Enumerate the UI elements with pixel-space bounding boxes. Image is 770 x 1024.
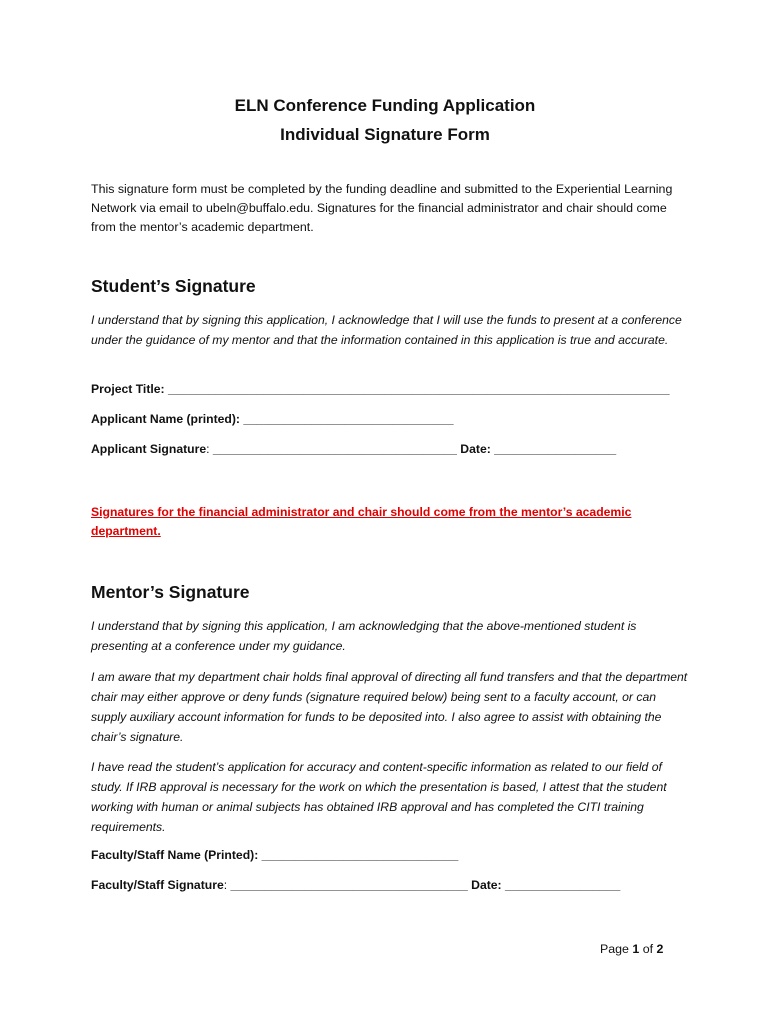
faculty-signature-blank[interactable]: ___________________________________	[230, 878, 468, 892]
mentor-statement-3: I have read the student’s application for accuracy and content-specific information as related to our field of study. If IRB approval is necessary for the work on which the presentation is based, I attest that the student working with human or animal subjects has obtained IRB approval and has completed the CITI training requirements.	[91, 760, 667, 834]
faculty-name-field[interactable]	[91, 848, 458, 862]
applicant-name-blank[interactable]: _______________________________	[243, 412, 454, 426]
applicant-date-blank[interactable]: __________________	[494, 442, 617, 456]
mentor-signature-heading: Mentor’s Signature	[91, 582, 250, 602]
page-total: 2	[656, 942, 664, 956]
mentor-statement-2: I am aware that my department chair holds final approval of directing all fund transfers and that the department chair may either approve or deny funds (signature required below) being sent to a faculty account, or can supply auxiliary account information for funds to be deposited into. I also agree to assist with obtaining the chair’s signature.	[91, 670, 688, 744]
document-subtitle: Individual Signature Form	[280, 125, 490, 144]
applicant-signature-colon: :	[206, 442, 213, 456]
applicant-name-label: Applicant Name (printed):	[91, 412, 244, 426]
document-title: ELN Conference Funding Application	[234, 96, 536, 115]
applicant-date-label: Date:	[456, 442, 495, 456]
applicant-signature-blank[interactable]: ____________________________________	[212, 442, 457, 456]
project-title-field[interactable]	[91, 382, 670, 396]
faculty-signature-label: Faculty/Staff Signature	[91, 878, 224, 892]
faculty-name-label: Faculty/Staff Name (Printed):	[91, 848, 262, 862]
applicant-name-field[interactable]	[91, 412, 453, 426]
faculty-signature-colon: :	[223, 878, 231, 892]
applicant-signature-field[interactable]	[91, 442, 616, 456]
of-word: of	[639, 942, 657, 956]
faculty-date-blank[interactable]: _________________	[505, 878, 621, 892]
faculty-date-label: Date:	[467, 878, 505, 892]
project-title-blank[interactable]: __________________________________________________________________________	[167, 382, 670, 396]
student-signature-heading: Student’s Signature	[91, 276, 256, 296]
applicant-signature-label: Applicant Signature	[91, 442, 207, 456]
intro-paragraph: This signature form must be completed by the funding deadline and submitted to the Experiential Learning Network via email to ubeln@buffalo.edu. Signatures for the financial administrator and chair should come from the mentor’s academic department.	[91, 182, 673, 234]
page-current: 1	[632, 942, 640, 956]
faculty-name-blank[interactable]: _____________________________	[261, 848, 459, 862]
student-statement: I understand that by signing this application, I acknowledge that I will use the funds to present at a conference under the guidance of my mentor and that the information contained in this application is true and accurate.	[91, 313, 682, 347]
mentor-statement-1: I understand that by signing this application, I am acknowledging that the above-mentioned student is presenting at a conference under my guidance.	[91, 619, 637, 653]
signature-notice: Signatures for the financial administrator and chair should come from the mentor’s academic department.	[91, 505, 632, 538]
page-word: Page	[600, 942, 633, 956]
project-title-label: Project Title:	[91, 382, 168, 396]
faculty-signature-field[interactable]	[91, 878, 620, 892]
page-number	[600, 942, 663, 956]
